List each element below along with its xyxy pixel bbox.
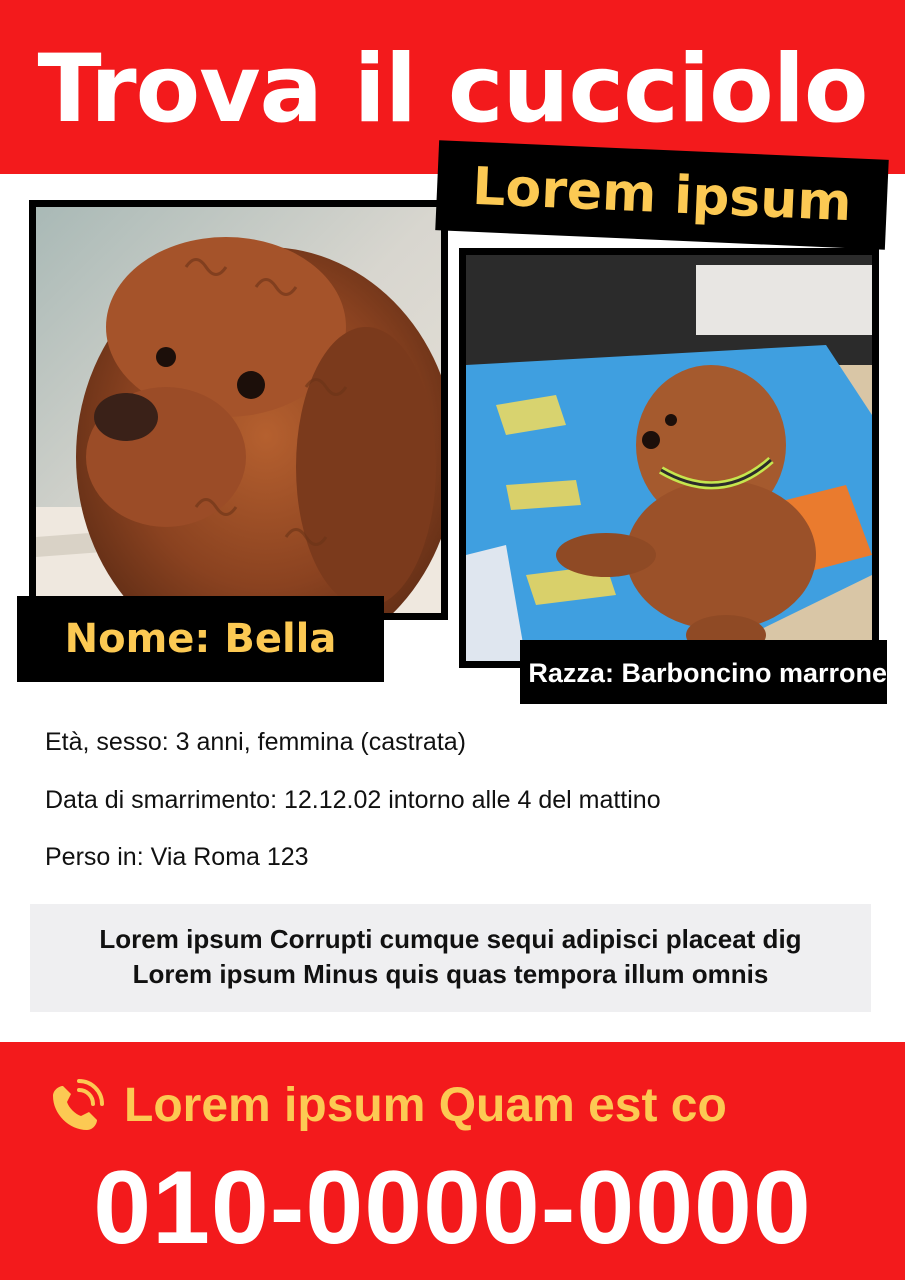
contact-label: Lorem ipsum Quam est co xyxy=(124,1079,727,1132)
highlight-tag xyxy=(435,140,888,250)
pet-breed-label xyxy=(520,640,887,704)
pet-age-sex: Età, sesso: 3 anni, femmina (castrata) xyxy=(45,728,467,756)
pet-name-label xyxy=(17,596,384,682)
note-line-1: Lorem ipsum Corrupti cumque sequi adipisci placeat dig xyxy=(99,924,802,954)
pet-lost-date: Data di smarrimento: 12.12.02 intorno alle 4 del mattino xyxy=(45,786,661,814)
dog-photo-beach xyxy=(459,248,879,668)
dog-photo-closeup xyxy=(29,200,448,620)
phone-icon xyxy=(47,1078,105,1136)
note-line-2: Lorem ipsum Minus quis quas tempora illum omnis xyxy=(132,959,769,989)
phone-number[interactable]: 010-0000-0000 xyxy=(93,1150,812,1266)
page-title: Trova il cucciolo xyxy=(37,35,868,144)
pet-lost-place: Perso in: Via Roma 123 xyxy=(45,843,309,871)
pet-breed-text: Razza: Barboncino marrone xyxy=(528,658,887,688)
note-box xyxy=(30,904,871,1012)
highlight-tag-text: Lorem ipsum xyxy=(471,156,853,234)
pet-name-text: Nome: Bella xyxy=(64,616,337,662)
